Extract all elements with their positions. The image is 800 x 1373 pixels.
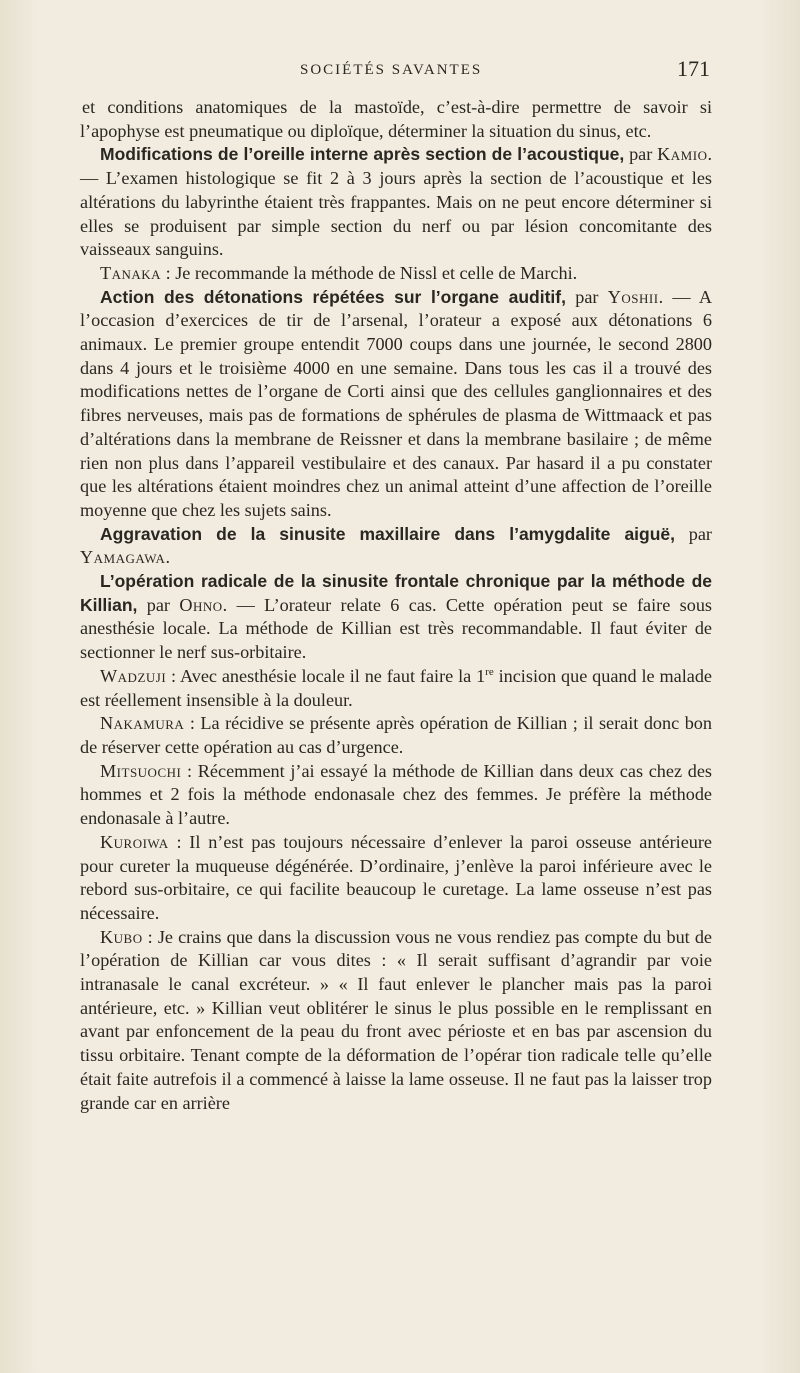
paragraph-yamagawa (80, 523, 712, 570)
byline-par: par (675, 523, 712, 544)
page-number: 171 (677, 56, 710, 81)
section-heading: Modifications de l’oreille interne après section de l’acoustique, (100, 144, 625, 165)
paragraph-text: . — L’examen histologique se fit 2 à 3 jours après la section de l’acoustique et les altérations du labyrinthe étaient très frappantes. Mais on ne peut encore déterminer si elles se produisent par simple section du nerf ou par lésion concomitante des vaisseaux sanguins. (80, 144, 713, 260)
byline-par: par (629, 144, 653, 165)
speaker-name: Wadzuji (100, 665, 167, 686)
speaker-name: Nakamura (100, 713, 185, 734)
section-heading: Aggravation de la sinusite maxillaire dans l’amygdalite aiguë, (100, 523, 676, 544)
running-title: SOCIÉTÉS SAVANTES (300, 62, 483, 78)
paragraph-text-cont: incision que quand le malade est réellement insensible à la douleur. (80, 665, 712, 710)
author-name: Yoshii (607, 286, 659, 307)
paragraph-text: . (165, 547, 170, 568)
speaker-name: Tanaka (100, 262, 162, 283)
paragraph-yoshii (80, 286, 712, 523)
page-header (80, 56, 710, 86)
author-name: Kamio (657, 144, 708, 165)
paragraph-kubo (80, 926, 712, 1116)
paragraph-nakamura (80, 712, 712, 759)
superscript: re (485, 665, 494, 678)
section-heading: L’opération radicale de la sinusite frontale chronique par la méthode de Killian, (80, 571, 712, 615)
paragraph-text: . — A l’occasion d’exercices de tir de l’arsenal, l’orateur a exposé aux détonations 6 animaux. Le premier groupe entendit 7000 coups dans une journée, le second 2800 dans 4 jours et le troisième 4000 en une semaine. Dans tous les cas il a trouvé des modifications nettes de l’organe de Corti ainsi que des cellules ganglionnaires et des fibres nerveuses, mais pas de formations de sphérules de plasma de Wittmaack et pas d’altérations dans la membrane de Reissner et dans la membrane basilaire ; de même rien non plus dans l’appareil vestibulaire et des canaux. Par hasard il a pu constater que les altérations étaient moindres chez un animal atteint d’une affection de l’oreille moyenne que chez les sujets sains. (80, 286, 712, 520)
paragraph-mastoid (80, 96, 712, 143)
paragraph-text: : Récemment j’ai essayé la méthode de Killian dans deux cas chez des hommes et 2 fois la méthode endonasale chez des femmes. Je préfère la méthode endonasale à l’autre. (80, 760, 712, 829)
speaker-name: Mitsuochi (100, 760, 182, 781)
body-text (80, 96, 712, 1115)
paragraph-tanaka (80, 262, 712, 286)
paragraph-text: : Il n’est pas toujours nécessaire d’enlever la paroi osseuse antérieure pour cureter la muqueuse dégénérée. D’ordinaire, j’enlève la paroi inférieure avec le rebord sus-orbitaire, ce qui facilite beaucoup le curetage. La lame osseuse n’est pas nécessaire. (80, 831, 712, 923)
author-name: Yamagawa (80, 547, 166, 568)
paragraph-text: : Je crains que dans la discussion vous ne vous rendiez pas compte du but de l’opération de Killian car vous dites : « Il serait suffisant d’agrandir par voie intranasale le canal excréteur. » « Il faut enlever le plancher mais pas la paroi antérieure, etc. » Killian veut oblitérer le sinus le plus possible en le remplissant en avant par enfoncement de la peau du front avec périoste et en bas par ascension du tissu orbitaire. Tenant compte de la déformation de l’opérar tion radicale telle qu’elle était faite autrefois il a commencé à laisse la lame osseuse. Il ne faut pas la laisser trop grande car en arrière (80, 926, 712, 1113)
paragraph-text: : Je recommande la méthode de Nissl et celle de Marchi. (161, 262, 578, 283)
author-name: Ohno (179, 594, 223, 615)
paragraph-text: : Avec anesthésie locale il ne faut faire la 1 (166, 665, 486, 686)
paragraph-mitsuochi (80, 760, 712, 831)
paragraph-ohno (80, 570, 712, 665)
paragraph-text: : La récidive se présente après opération de Killian ; il serait donc bon de réserver cette opération au cas d’urgence. (80, 713, 712, 757)
speaker-name: Kubo (100, 926, 143, 947)
paragraph-text: . — L’orateur relate 6 cas. Cette opération peut se faire sous anesthésie locale. La méthode de Killian est très recommandable. Il faut éviter de sectionner le nerf sus-orbitaire. (80, 594, 712, 663)
byline-par: par (565, 286, 608, 307)
byline-par: par (137, 594, 180, 615)
paragraph-kamio (80, 143, 712, 262)
section-heading: Action des détonations répétées sur l’organe auditif, (100, 286, 566, 307)
speaker-name: Kuroiwa (100, 831, 169, 852)
paragraph-text: et conditions anatomiques de la mastoïde, c’est-à-dire permettre de savoir si l’apophyse est pneumatique ou diploïque, déterminer la situation du sinus, etc. (80, 97, 712, 141)
paragraph-kuroiwa (80, 831, 712, 926)
paragraph-wadzuji (80, 665, 712, 712)
